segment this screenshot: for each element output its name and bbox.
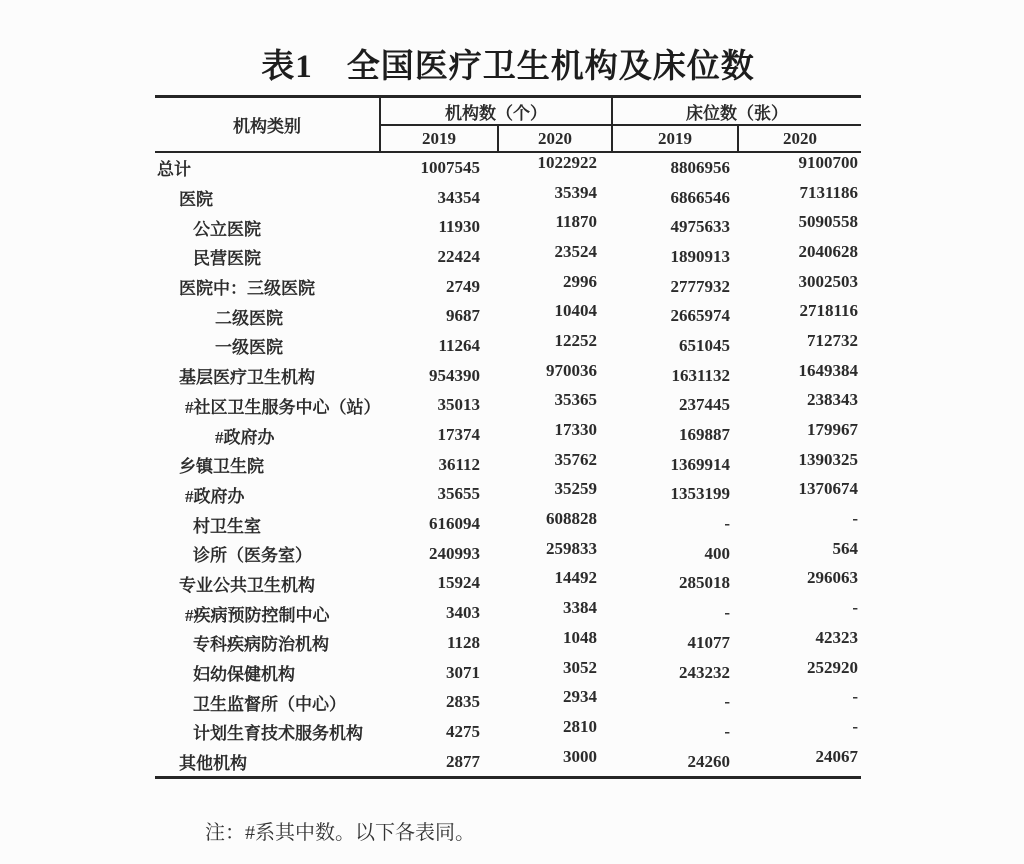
inst-2019-value: 2877 <box>446 751 480 771</box>
inst-2019-value: 17374 <box>437 425 480 445</box>
inst-2019-value: 35655 <box>437 484 480 504</box>
row-label: 卫生监督所（中心） <box>193 694 346 714</box>
header-year-beds-2020: 2020 <box>738 125 861 152</box>
beds-2020-value: - <box>852 716 858 736</box>
inst-2020-value: 3000 <box>563 746 597 766</box>
inst-2020-value: 608828 <box>546 509 597 529</box>
footnote: 注：#系其中数。以下各表同。 <box>205 822 475 844</box>
inst-2019-value: 15924 <box>437 573 480 593</box>
beds-2020-value: - <box>852 598 858 618</box>
beds-2020-value: - <box>852 687 858 707</box>
beds-2020-value: 3002503 <box>798 271 858 291</box>
beds-2019-value: 1353199 <box>670 484 730 504</box>
beds-2019-value: 1369914 <box>670 454 730 474</box>
beds-2020-value: 1390325 <box>798 449 858 469</box>
row-label: #政府办 <box>215 427 275 447</box>
table-row <box>155 747 861 778</box>
inst-2020-value: 12252 <box>554 330 597 350</box>
row-label: 村卫生室 <box>193 516 261 536</box>
row-label: #政府办 <box>185 486 245 506</box>
beds-2019-value: 2665974 <box>670 306 730 326</box>
beds-2019-value: 285018 <box>679 573 730 593</box>
inst-2020-value: 35394 <box>554 182 597 202</box>
row-label: 一级医院 <box>215 338 283 358</box>
beds-2019-value: 243232 <box>679 662 730 682</box>
inst-2019-value: 240993 <box>429 543 480 563</box>
beds-2020-value: 42323 <box>815 627 858 647</box>
inst-2019-value: 2835 <box>446 692 480 712</box>
inst-2020-value: 2810 <box>563 716 597 736</box>
inst-2019-value: 616094 <box>429 514 480 534</box>
statistics-table <box>155 95 861 779</box>
header-group-beds: 床位数（张） <box>612 97 861 126</box>
inst-2020-value: 259833 <box>546 538 597 558</box>
row-label: 民营医院 <box>193 249 261 269</box>
header-year-inst-2019: 2019 <box>380 125 498 152</box>
beds-2020-value: 7131186 <box>799 182 858 202</box>
inst-2020-value: 35762 <box>554 449 597 469</box>
beds-2019-value: - <box>724 721 730 741</box>
beds-2020-value: 5090558 <box>798 212 858 232</box>
beds-2020-value: 24067 <box>815 746 858 766</box>
inst-2019-value: 11930 <box>438 217 480 237</box>
beds-2020-value: 712732 <box>807 330 858 350</box>
inst-2020-value: 3052 <box>563 657 597 677</box>
beds-2019-value: 237445 <box>679 395 730 415</box>
beds-2020-value: - <box>852 509 858 529</box>
beds-2020-value: 179967 <box>807 420 858 440</box>
beds-2020-value: 252920 <box>807 657 858 677</box>
beds-2019-value: 1631132 <box>671 365 730 385</box>
table-header <box>155 97 861 153</box>
beds-2019-value: 2777932 <box>670 276 730 296</box>
beds-2020-value: 296063 <box>807 568 858 588</box>
beds-2020-value: 1649384 <box>798 360 858 380</box>
row-label: 公立医院 <box>193 219 261 239</box>
beds-2019-value: 8806956 <box>670 157 730 177</box>
beds-2019-value: 41077 <box>687 632 730 652</box>
table-title: 表1 全国医疗卫生机构及床位数 <box>261 49 755 85</box>
header-year-beds-2019: 2019 <box>612 125 738 152</box>
inst-2019-value: 34354 <box>437 187 480 207</box>
header-category: 机构类别 <box>155 97 380 153</box>
row-label: 基层医疗卫生机构 <box>179 368 315 388</box>
inst-2020-value: 970036 <box>546 360 597 380</box>
row-label: 计划生育技术服务机构 <box>193 724 363 744</box>
inst-2019-value: 4275 <box>446 721 480 741</box>
row-label: 专业公共卫生机构 <box>179 575 315 595</box>
inst-2019-value: 3403 <box>446 603 480 623</box>
inst-2019-value: 1007545 <box>420 157 480 177</box>
beds-2020-value: 2040628 <box>798 241 858 261</box>
row-label: 二级医院 <box>215 308 283 328</box>
inst-2020-value: 3384 <box>563 598 597 618</box>
beds-2019-value: 400 <box>704 543 730 563</box>
beds-2020-value: 564 <box>832 538 858 558</box>
row-label: 其他机构 <box>179 754 247 774</box>
inst-2020-value: 11870 <box>555 212 597 232</box>
inst-2019-value: 1128 <box>446 632 480 652</box>
inst-2020-value: 2996 <box>563 271 597 291</box>
inst-2020-value: 35259 <box>554 479 597 499</box>
row-label: 乡镇卫生院 <box>179 457 264 477</box>
row-label: 医院 <box>179 190 213 210</box>
inst-2020-value: 35365 <box>554 390 597 410</box>
inst-2020-value: 2934 <box>563 687 597 707</box>
inst-2019-value: 11264 <box>438 335 480 355</box>
beds-2020-value: 1370674 <box>798 479 858 499</box>
inst-2019-value: 36112 <box>438 454 480 474</box>
beds-2020-value: 238343 <box>807 390 858 410</box>
inst-2020-value: 17330 <box>554 420 597 440</box>
inst-2019-value: 9687 <box>446 306 480 326</box>
beds-2020-value: 9100700 <box>798 152 858 172</box>
beds-2019-value: 6866546 <box>670 187 730 207</box>
beds-2019-value: 169887 <box>679 425 730 445</box>
row-label: #疾病预防控制中心 <box>185 605 330 625</box>
beds-2019-value: 4975633 <box>670 217 730 237</box>
row-label: 妇幼保健机构 <box>193 665 295 685</box>
header-group-institutions: 机构数（个） <box>380 97 612 126</box>
row-label: 专科疾病防治机构 <box>193 635 329 655</box>
inst-2020-value: 14492 <box>554 568 597 588</box>
inst-2019-value: 3071 <box>446 662 480 682</box>
beds-2019-value: 24260 <box>687 751 730 771</box>
inst-2020-value: 23524 <box>554 241 597 261</box>
beds-2020-value: 2718116 <box>799 301 858 321</box>
beds-2019-value: 651045 <box>679 335 730 355</box>
beds-2019-value: - <box>724 692 730 712</box>
row-label: #社区卫生服务中心（站） <box>185 397 380 417</box>
inst-2019-value: 954390 <box>429 365 480 385</box>
beds-2019-value: 1890913 <box>670 246 730 266</box>
inst-2020-value: 1022922 <box>537 152 597 172</box>
beds-2019-value: - <box>724 603 730 623</box>
inst-2019-value: 35013 <box>437 395 480 415</box>
inst-2019-value: 2749 <box>446 276 480 296</box>
inst-2020-value: 1048 <box>563 627 597 647</box>
inst-2020-value: 10404 <box>554 301 597 321</box>
header-year-inst-2020: 2020 <box>498 125 612 152</box>
inst-2019-value: 22424 <box>437 246 480 266</box>
row-label: 医院中：三级医院 <box>179 279 315 299</box>
table-body <box>155 152 861 778</box>
row-label: 总计 <box>157 160 191 180</box>
beds-2019-value: - <box>724 514 730 534</box>
row-label: 诊所（医务室） <box>193 546 312 566</box>
